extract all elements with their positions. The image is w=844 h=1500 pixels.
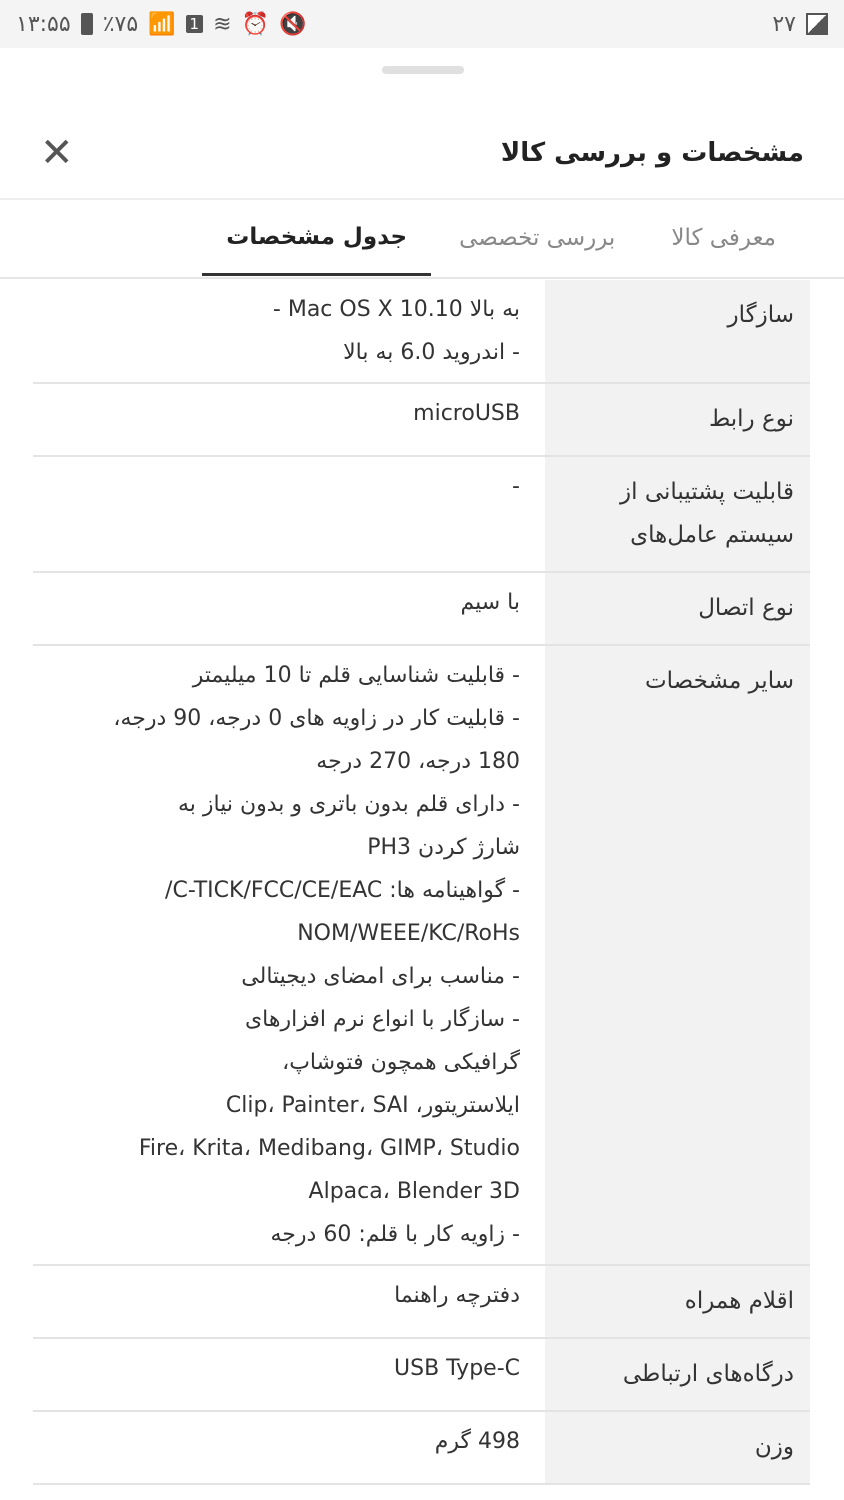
spec-value-line: ایلاستریتور، Clip، Painter، SAI — [225, 1093, 520, 1118]
spec-value-line: - دارای قلم بدون باتری و بدون نیاز به — [177, 792, 520, 817]
status-bar — [0, 0, 844, 48]
spec-value — [33, 384, 545, 455]
spec-row — [33, 280, 810, 384]
spec-value — [33, 1339, 545, 1410]
spec-value — [33, 1412, 545, 1483]
close-icon[interactable]: ✕ — [40, 130, 74, 176]
drag-handle[interactable] — [382, 66, 464, 74]
spec-label: نوع رابط — [545, 384, 810, 455]
wifi-icon: ≋ — [213, 11, 232, 37]
alarm-icon: ⏰ — [241, 11, 269, 37]
spec-value — [33, 457, 545, 571]
spec-value-line: - گواهینامه ها: C-TICK/FCC/CE/EAC/ — [165, 878, 520, 903]
spec-value-line: - — [512, 474, 520, 499]
spec-value-line: به بالا Mac OS X 10.10 - — [272, 297, 520, 322]
spec-label: درگاه‌های ارتباطی — [545, 1339, 810, 1410]
spec-value-line: - سازگار با انواع نرم افزارهای — [244, 1007, 520, 1032]
bottom-sheet — [0, 48, 844, 1500]
battery-icon — [81, 13, 93, 35]
spec-value-line: 498 گرم — [434, 1429, 520, 1454]
spec-row — [33, 1266, 810, 1339]
spec-value-line: Alpaca، Blender 3D — [308, 1179, 520, 1204]
tab-review[interactable]: بررسی تخصصی — [459, 225, 616, 251]
sheet-header — [0, 108, 844, 198]
spec-label: اقلام همراه — [545, 1266, 810, 1337]
spec-value-line: - زاویه کار با قلم: 60 درجه — [270, 1222, 520, 1247]
spec-value-line: NOM/WEEE/KC/RoHs — [297, 921, 520, 946]
tab-specs[interactable]: جدول مشخصات — [202, 200, 431, 276]
status-right — [772, 12, 828, 37]
spec-value-line: گرافیکی همچون فتوشاپ، — [282, 1050, 520, 1075]
divider — [0, 277, 844, 279]
signal-icon: 📶 — [148, 11, 176, 37]
spec-table — [33, 280, 810, 1485]
spec-row — [33, 457, 810, 573]
spec-value-line: USB Type-C — [394, 1356, 520, 1381]
notification-count: ۲۷ — [772, 11, 796, 37]
spec-row — [33, 384, 810, 457]
sheet-title: مشخصات و بررسی کالا — [500, 138, 804, 168]
spec-row — [33, 573, 810, 646]
spec-label: قابلیت پشتیبانی از سیستم عامل‌های — [545, 457, 810, 571]
status-left — [16, 12, 306, 37]
tab-intro[interactable]: معرفی کالا — [671, 225, 776, 251]
spec-value — [33, 280, 545, 382]
sim-icon: 1 — [186, 15, 204, 33]
spec-value-line: - قابلیت شناسایی قلم تا 10 میلیمتر — [192, 663, 520, 688]
battery-percent: ٪۷۵ — [102, 11, 139, 37]
spec-value-line: 180 درجه، 270 درجه — [316, 749, 520, 774]
spec-row — [33, 646, 810, 1266]
spec-row — [33, 1412, 810, 1485]
spec-label: وزن — [545, 1412, 810, 1483]
spec-value-line: - قابلیت کار در زاویه های 0 درجه، 90 درجه، — [113, 706, 520, 731]
spec-value — [33, 573, 545, 644]
spec-value-line: با سیم — [460, 590, 520, 615]
spec-value — [33, 646, 545, 1264]
spec-value-line: - اندروید 6.0 به بالا — [343, 340, 520, 365]
tab-bar — [0, 200, 844, 278]
spec-label: نوع اتصال — [545, 573, 810, 644]
spec-value — [33, 1266, 545, 1337]
spec-value-line: دفترچه راهنما — [394, 1283, 520, 1308]
spec-label: سایر مشخصات — [545, 646, 810, 1264]
image-icon — [806, 13, 828, 35]
clock: ۱۳:۵۵ — [16, 11, 71, 37]
spec-label: سازگار — [545, 280, 810, 382]
spec-value-line: شارژ کردن PH3 — [367, 835, 520, 860]
spec-value-line: Fire، Krita، Medibang، GIMP، Studio — [138, 1136, 520, 1161]
mute-icon: 🔇 — [278, 11, 307, 37]
spec-value-line: - مناسب برای امضای دیجیتالی — [241, 964, 520, 989]
spec-value-line: microUSB — [413, 401, 520, 426]
spec-row — [33, 1339, 810, 1412]
